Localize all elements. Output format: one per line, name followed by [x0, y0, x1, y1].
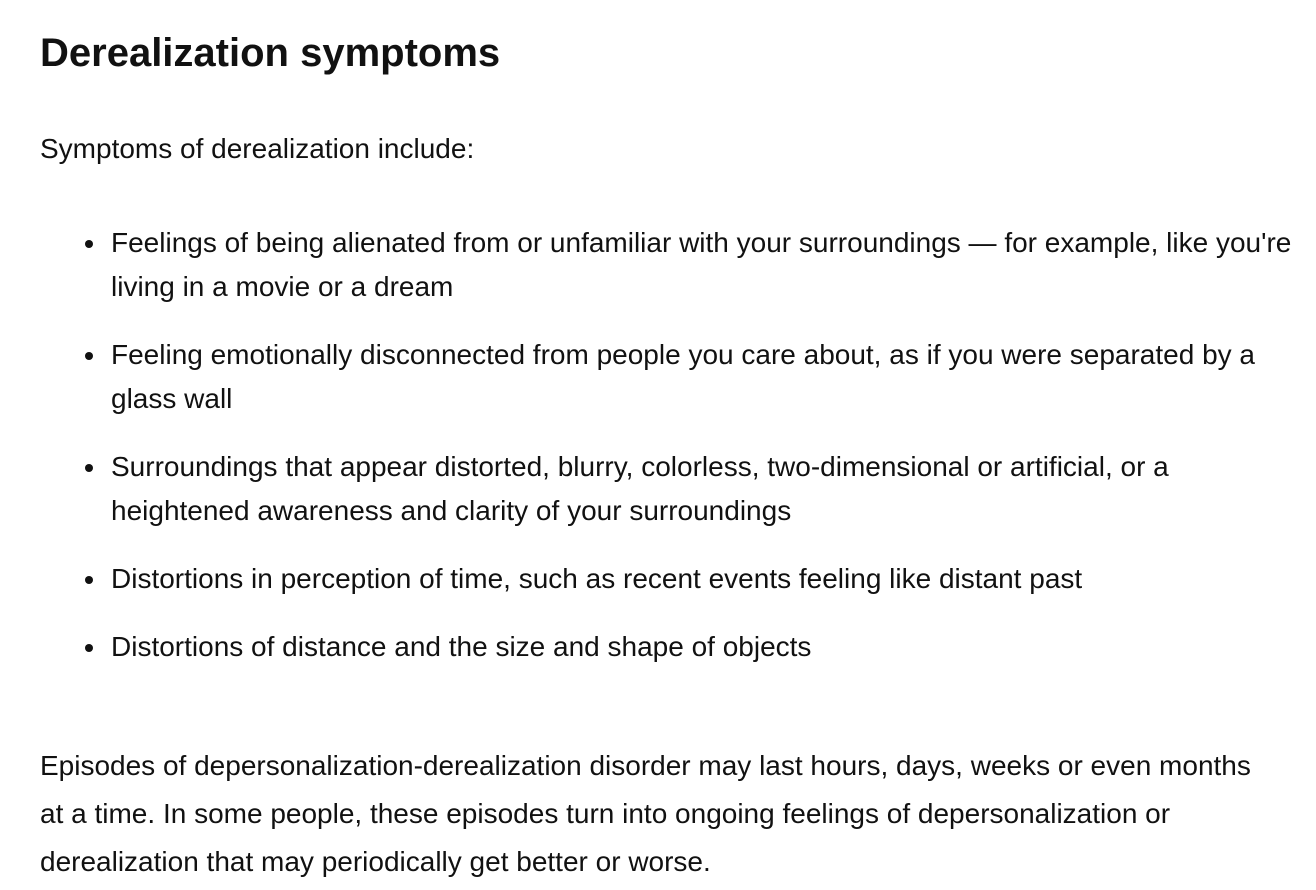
bullet-icon — [80, 625, 100, 669]
list-item-text: Feeling emotionally disconnected from people you care about, as if you were separated by a glass wall — [111, 339, 1256, 414]
bullet-icon — [80, 557, 100, 601]
bullet-icon — [80, 445, 100, 489]
list-item-text: Surroundings that appear distorted, blurry, colorless, two-dimensional or artificial, or a heightened awareness and clarity of your surroundings — [111, 451, 1169, 526]
list-item-text: Distortions in perception of time, such as recent events feeling like distant past — [111, 563, 1083, 594]
page-title: Derealization symptoms — [40, 31, 501, 75]
list-item — [80, 625, 1310, 669]
bullet-icon — [80, 333, 100, 377]
list-item-text: Feelings of being alienated from or unfamiliar with your surroundings — for example, like you're living in a movie or a dream — [111, 227, 1292, 302]
closing-paragraph: Episodes of depersonalization-derealization disorder may last hours, days, weeks or even months at a time. In some people, these episodes turn into ongoing feelings of depersonalization or derealization that may periodically get better or worse. — [40, 750, 1251, 877]
list-item — [80, 221, 1310, 309]
list-item — [80, 333, 1310, 421]
list-item — [80, 445, 1310, 533]
list-item-text: Distortions of distance and the size and shape of objects — [111, 631, 812, 662]
bullet-icon — [80, 221, 100, 265]
intro-paragraph: Symptoms of derealization include: — [40, 133, 475, 164]
list-item — [80, 557, 1310, 601]
